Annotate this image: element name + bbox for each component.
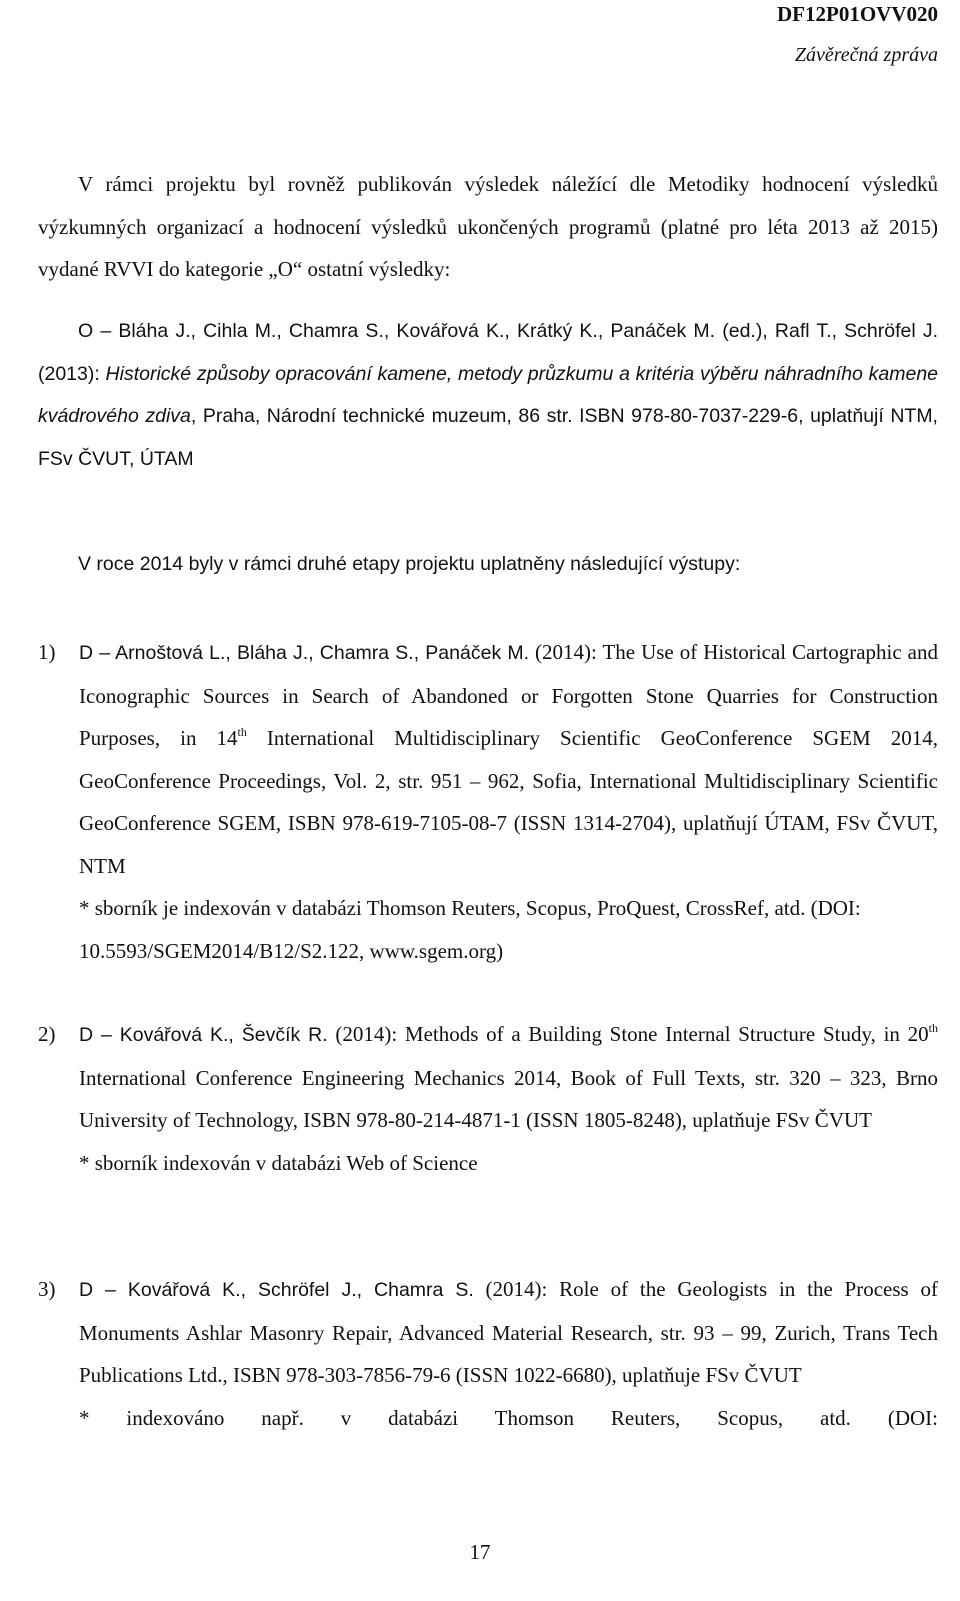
output-item-1 — [38, 631, 938, 972]
page-number: 17 — [469, 1540, 491, 1564]
output-item-2 — [38, 1013, 938, 1184]
reference-o — [38, 310, 938, 480]
intro-paragraph: V rámci projektu byl rovněž publikován výsledek náležící dle Metodiky hodnocení výsledků výzkumných organizací a hodnocení výsledků ukončených programů (platné pro léta 2013 až 2015) vydané RVVI do kategorie „O“ ostatní výsledky: — [38, 172, 938, 281]
item-note: * sborník je indexován v databázi Thomson Reuters, Scopus, ProQuest, CrossRef, atd. (DOI: 10.5593/SGEM2014/B12/S2.122, www.sgem.org) — [79, 896, 861, 963]
item-authors: D – Kovářová K., Schröfel J., Chamra S. — [79, 1279, 474, 1301]
item-note: * indexováno např. v databázi Thomson Reuters, Scopus, atd. (DOI: — [79, 1405, 938, 1430]
item-number: 2) — [38, 1022, 56, 1046]
item-text-a: (2014): The Use of Historical Cartographic and Iconographic Sources in Search of Abandoned or Forgotten Stone Quarries for Construction Purposes, in 14 — [79, 640, 938, 750]
reference-o-details: , Praha, Národní technické muzeum, 86 str. ISBN 978-80-7037-229-6, uplatňují NTM, FSv ČVUT, ÚTAM — [38, 405, 938, 470]
item-number: 3) — [38, 1277, 56, 1301]
report-type: Závěrečná zpráva — [794, 44, 938, 66]
reference-o-title: Historické způsoby opracování kamene, metody průzkumu a kritéria výběru náhradního kamene kvádrového zdiva — [38, 362, 939, 427]
item-sup: th — [928, 1021, 938, 1035]
item-sup: th — [237, 725, 247, 739]
item-note: * sborník indexován v databázi Web of Science — [79, 1150, 478, 1175]
item-authors: D – Arnoštová L., Bláha J., Chamra S., Panáček M. — [79, 642, 530, 664]
item-body — [38, 631, 938, 972]
item-text-b: International Conference Engineering Mechanics 2014, Book of Full Texts, str. 320 – 323, Brno University of Technology, ISBN 978-80-214-4871-1 (ISSN 1805-8248), uplatňuje FSv ČVUT — [79, 1065, 938, 1132]
item-text-a: (2014): Role of the Geologists in the Process of Monuments Ashlar Masonry Repair, Advanced Material Research, str. 93 – 99, Zurich, Trans Tech Publications Ltd., ISBN 978-303-7856-79-6 (ISSN 1022-6680), uplatňuje FSv ČVUT — [79, 1277, 938, 1387]
report-code: DF12P01OVV020 — [777, 2, 938, 26]
item-authors: D – Kovářová K., Ševčík R. — [79, 1024, 328, 1046]
item-number: 1) — [38, 640, 56, 664]
reference-o-authors: O – Bláha J., Cihla M., Chamra S., Kovářová K., Krátký K., Panáček M. (ed.), Rafl T., Schröfel J. (2013): — [38, 320, 938, 385]
item-text-a: (2014): Methods of a Building Stone Internal Structure Study, in 20 — [327, 1022, 929, 1046]
output-item-3 — [38, 1268, 938, 1439]
stage-two-intro: V roce 2014 byly v rámci druhé etapy projektu uplatněny následující výstupy: — [78, 553, 741, 575]
item-body — [38, 1013, 938, 1184]
item-body — [38, 1268, 938, 1439]
item-text-b: International Multidisciplinary Scientific GeoConference SGEM 2014, GeoConference Proceedings, Vol. 2, str. 951 – 962, Sofia, International Multidisciplinary Scientific GeoConference SGEM, ISBN 978-619-7105-08-7 (ISSN 1314-2704), uplatňují ÚTAM, FSv ČVUT, NTM — [79, 726, 938, 878]
